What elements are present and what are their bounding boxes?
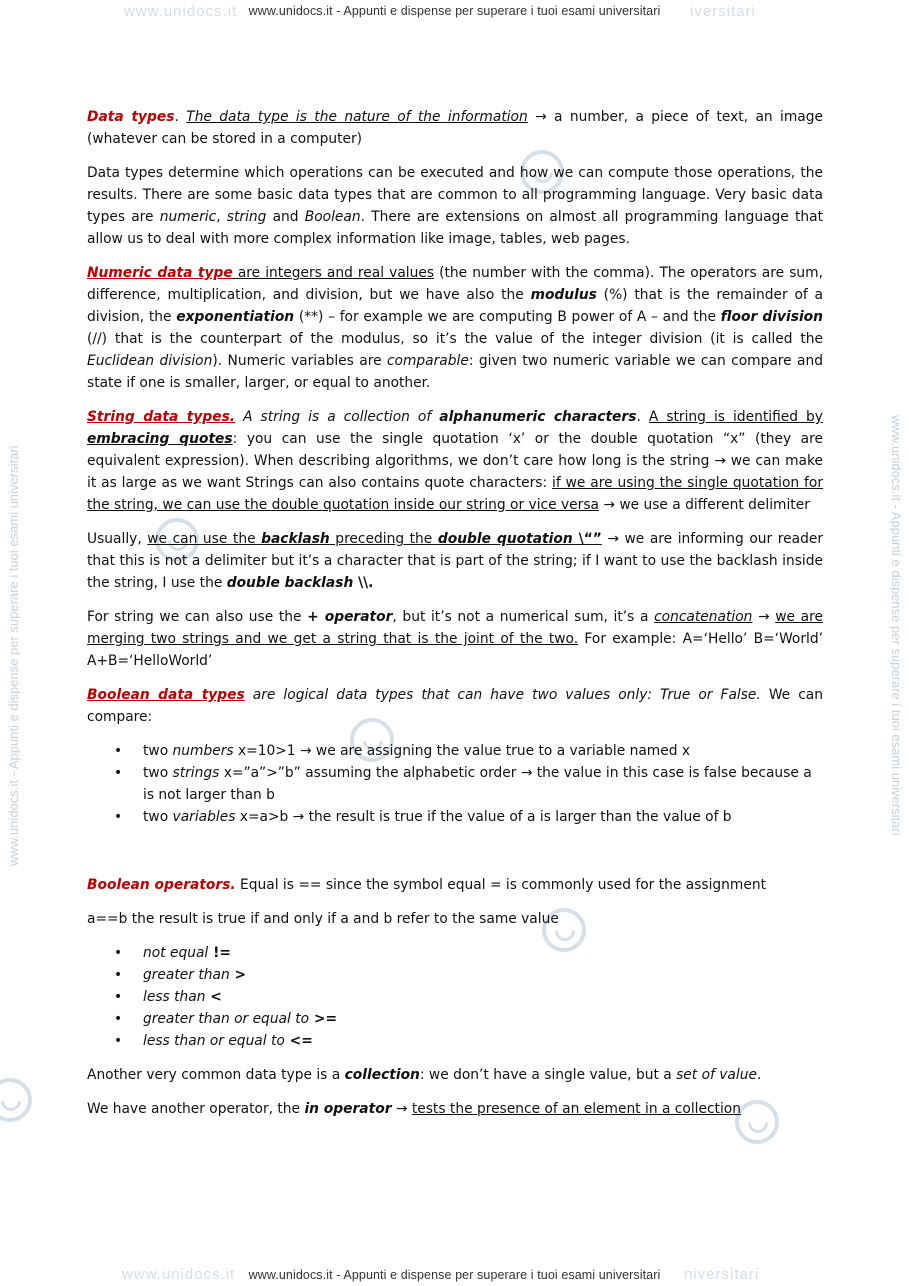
document-body [87,106,823,1132]
text: → we use a different delimiter [599,497,810,513]
text-italic: greater than [143,967,230,983]
list-item [87,1030,823,1052]
text: : given two numeric variable we can compare and state if one is smaller, larger, or equal to another. [87,353,823,391]
text: Another very common data type is a [87,1067,345,1083]
text: → we are informing our reader that this is not a delimiter but it’s a character that is part of the string; if I want to use the backlash inside the string, I use the [87,531,823,591]
list-item [87,1008,823,1030]
text-underlined: preceding the [329,531,438,547]
text: We have another operator, the [87,1101,305,1117]
term-alphanumeric: alphanumeric characters [439,409,637,425]
paragraph-boolean [87,684,823,728]
list-item [87,806,823,828]
text: → [391,1101,412,1117]
term-boolean: Boolean [304,209,361,225]
paragraph-backlash [87,528,823,594]
term-set-of-value: set of value [676,1067,757,1083]
text: x=10>1 → we are assigning the value true to a variable named x [233,743,691,759]
text-underlined: we can use the [147,531,262,547]
text: Equal is == since the symbol equal = is commonly used for the assignment [235,877,767,893]
text: two [143,809,173,825]
text: For example: A=‘Hello’ B=‘World’ A+B=‘HelloWorld’ [87,631,823,669]
text: : we don’t have a single value, but a [419,1067,677,1083]
paragraph-in-operator [87,1098,823,1120]
text: → [752,609,776,625]
text: and [266,209,305,225]
text-underlined: if we are using the single quotation for the string, we can use the double quotation inside our string or vice versa [87,475,824,513]
term-string: string [226,209,267,225]
list-item [87,740,823,762]
text: We can compare: [87,687,823,725]
paragraph-data-types [87,106,823,150]
text-underlined: are integers and real values [232,265,435,281]
text: Usually, [87,531,148,547]
operator-symbol: <= [284,1033,313,1049]
term-euclidean-division: Euclidean division [87,353,213,369]
text-underlined: we are merging two strings and we get a string that is the joint of the two. [87,609,823,647]
text: x=a>b → the result is true if the value of a is larger than the value of b [235,809,732,825]
text: (**) – for example we are computing B power of A – and the [294,309,721,325]
paragraph-data-types-intro [87,162,823,250]
text: x=”a”>”b” assuming the alphabetic order → the value in this case is false because a is not larger than b [143,765,812,803]
term-modulus: modulus [530,287,597,303]
paragraph-numeric [87,262,823,394]
operator-list [87,942,823,1052]
term-exponentiation: exponentiation [176,309,295,325]
text-italic: less than or equal to [143,1033,285,1049]
text: Data types determine which operations can be executed and how we can compute those operations, the results. There are some basic data types that are common to all programming language. Very basic data types are [87,165,823,225]
term-double-backlash: double backlash [226,575,354,591]
list-item [87,762,823,806]
term-collection: collection [344,1067,420,1083]
header-watermark-right: iversitari [690,3,756,20]
term-embracing-quotes: embracing quotes [87,431,233,447]
heading-boolean-operators: Boolean operators. [87,877,236,893]
term-numeric: numeric [159,209,217,225]
paragraph-equality: a==b the result is true if and only if a and b refer to the same value [87,911,559,927]
text: → a number, a piece of text, an image (whatever can be stored in a computer) [87,109,823,147]
watermark-logo-icon [0,1078,32,1122]
text: . [636,409,649,425]
text: A string is a collection of [235,409,440,425]
list-item [87,986,823,1008]
list-item [87,942,823,964]
operator-symbol: != [208,945,231,961]
text-underlined: \“” [572,531,602,547]
text: (%) that is the remainder of a division, the [87,287,823,325]
heading-boolean-data-types: Boolean data types [87,687,245,703]
operator-symbol: < [205,989,222,1005]
side-watermark-right: www.unidocs.it - Appunti e dispense per superare i tuoi esami universitari [889,415,904,836]
term-plus-operator: + operator [307,609,393,625]
footer-watermark-right: niversitari [684,1266,760,1283]
text: . [756,1067,762,1083]
text: For string we can also use the [87,609,308,625]
text-italic: strings [172,765,220,781]
paragraph-collection [87,1064,823,1086]
text: . There are extensions on almost all programming language that allow us to deal with more complex information like image, tables, web pages. [87,209,823,247]
heading-numeric-data-type: Numeric data type [87,265,233,281]
operator-symbol: >= [309,1011,338,1027]
term-concatenation: concatenation [654,609,753,625]
text: (//) that is the counterpart of the modulus, so it’s the value of the integer division (it is called the [87,331,823,347]
heading-data-types: Data types [87,109,175,125]
page-footer: www.unidocs.it - Appunti e dispense per superare i tuoi esami universitari [248,1268,661,1282]
paragraph-boolean-operators [87,874,823,896]
text-italic: variables [172,809,236,825]
definition-underlined: The data type is the nature of the information [186,109,528,125]
text-italic: greater than or equal to [143,1011,310,1027]
text: (the number with the comma). The operators are sum, difference, multiplication, and division, but we have also the [87,265,823,303]
text: two [143,743,173,759]
operator-symbol: > [229,967,247,983]
header-watermark-left: www.unidocs.it [124,3,238,20]
heading-string-data-types: String data types. [87,409,236,425]
side-watermark-left: www.unidocs.it - Appunti e dispense per superare i tuoi esami universitari [6,445,21,866]
text: , but it’s not a numerical sum, it’s a [392,609,655,625]
text-underlined: tests the presence of an element in a collection [411,1101,741,1117]
term-backlash: backlash [261,531,330,547]
term-in-operator: in operator [304,1101,392,1117]
term-floor-division: floor division [720,309,823,325]
footer-watermark-left: www.unidocs.it [122,1266,236,1283]
text: , [216,209,227,225]
text-underlined: A string is identified by [648,409,823,425]
text: two [143,765,173,781]
term-comparable: comparable [386,353,469,369]
text: \\. [353,575,374,591]
text-italic: not equal [143,945,209,961]
list-item [87,964,823,986]
text: . [174,109,179,125]
text-italic: numbers [172,743,234,759]
boolean-compare-list [87,740,823,828]
page-header: www.unidocs.it - Appunti e dispense per superare i tuoi esami universitari [248,4,661,18]
text: : you can use the single quotation ‘x’ or the double quotation “x” (they are equivalent expression). When describing algorithms, we don’t care how long is the string → we can make it as large as we want Strings can also contains quote characters: [87,431,823,491]
text: ). Numeric variables are [212,353,387,369]
text: are logical data types that can have two values only: True or False. [244,687,761,703]
term-double-quotation: double quotation [437,531,573,547]
paragraph-concatenation [87,606,823,672]
paragraph-string [87,406,823,516]
text-italic: less than [143,989,206,1005]
